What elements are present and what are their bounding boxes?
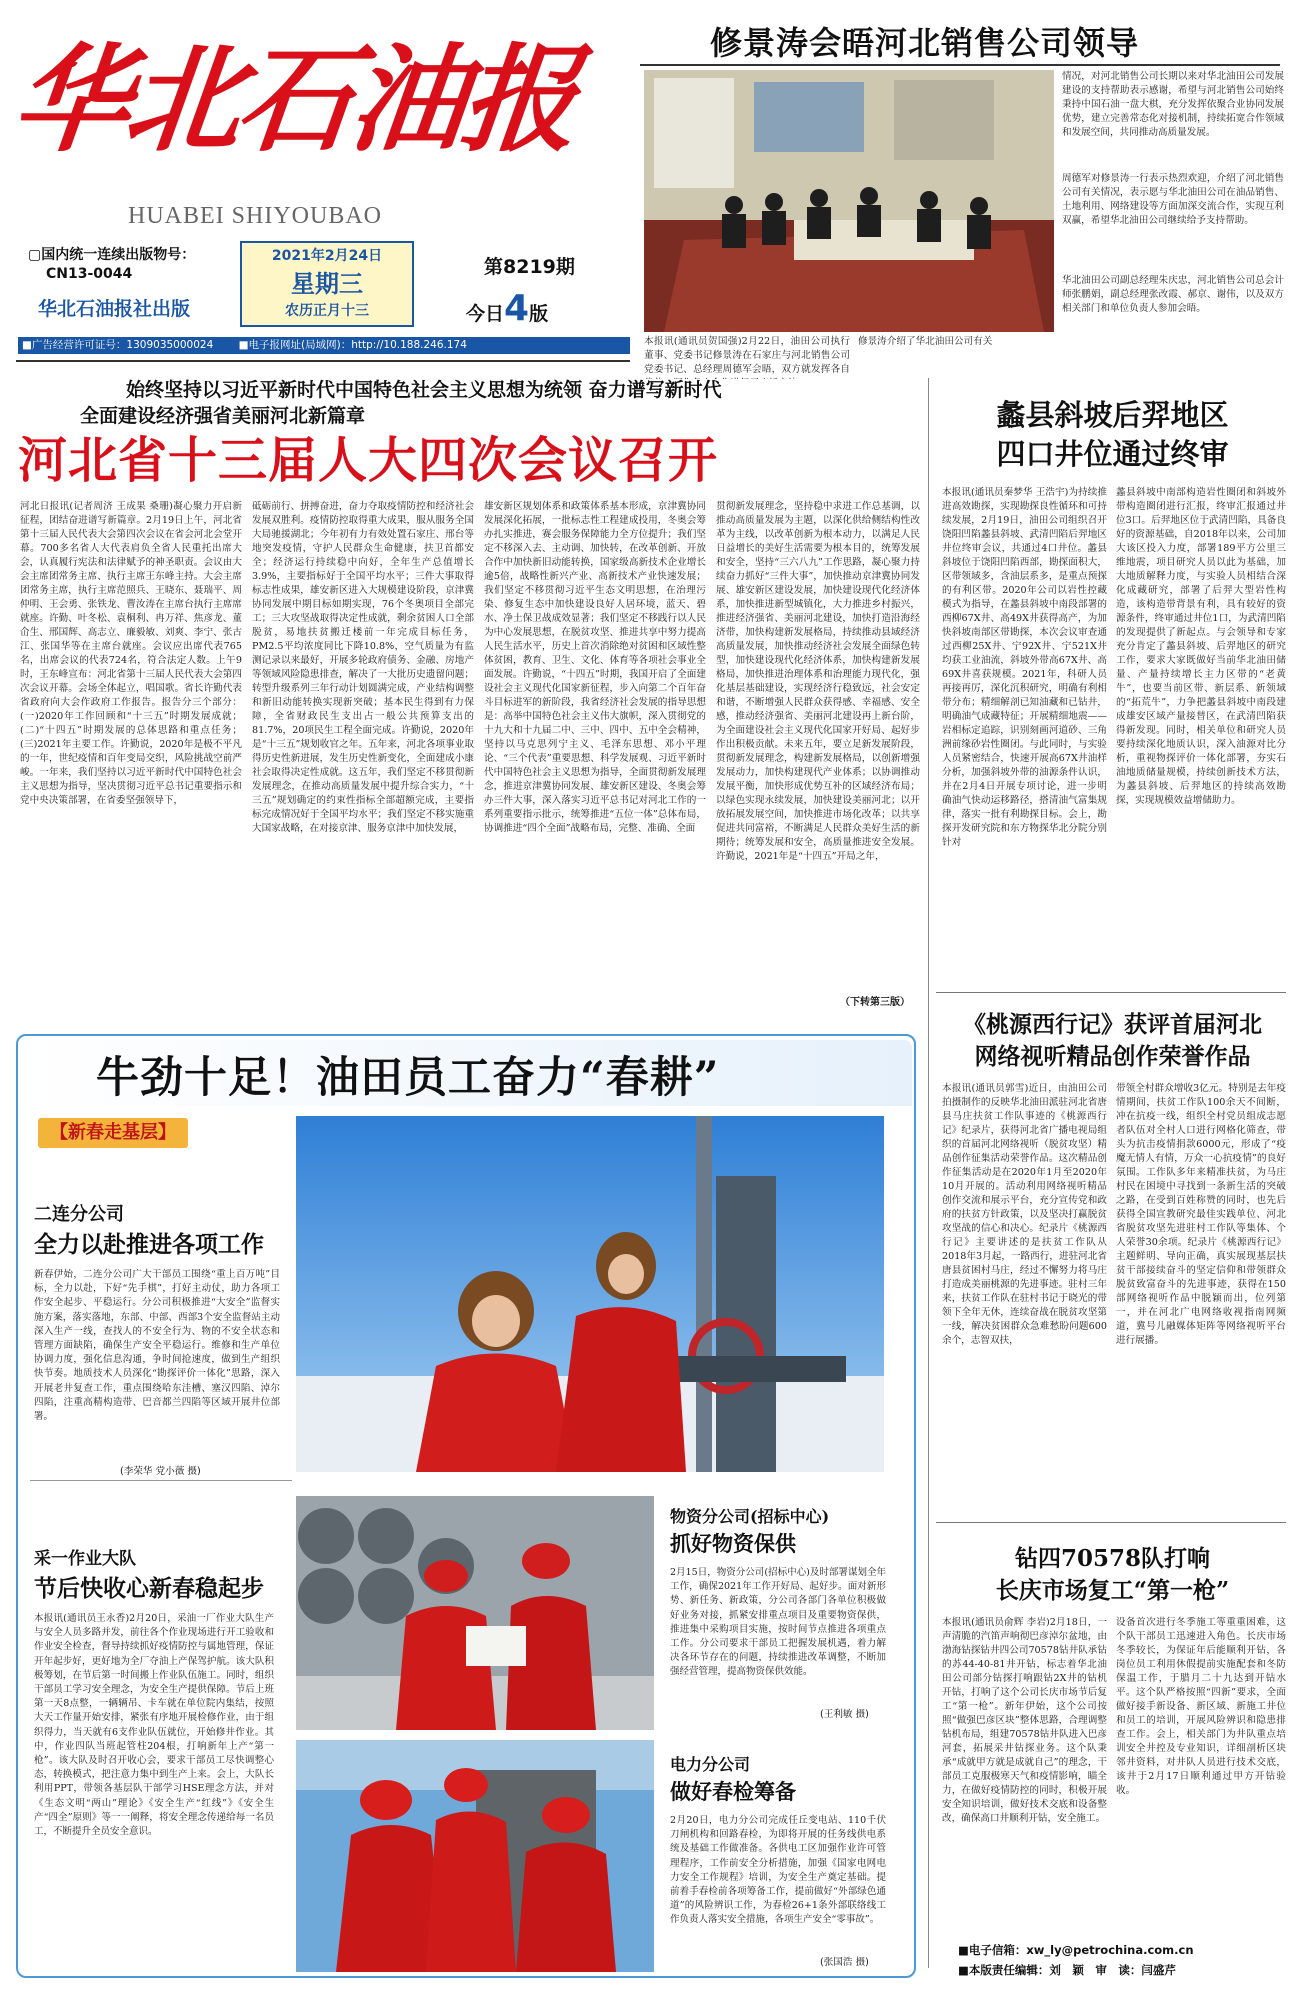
right2-col1: 本报讯(通讯员郭雪)近日，由油田公司拍摄制作的反映华北油田派驻河北省唐县马庄扶贫工作队事迹的《桃源西行记》纪录片，获得河北省广播电视局组织的首届河北网络视听（脱贫攻坚）精品创作征集活动荣誉作品。这次精品创作征集活动是在2020年1月至2020年10月开展的。活动利用网络视听精品创作交流和展示平台，充分宣传党和政府的扶贫方针政策，以及坚决打赢脱贫攻坚战的信心和决心。纪录片《桃源西行记》主要讲述的是扶贫工作队从2018年3月起，一路西行，进驻河北省唐县贫困村马庄，经过不懈努力将马庄打造成美丽桃源的先进事迹。驻村三年来，扶贫工作队在驻村书记于晓光的带领下全年无休，连续奋战在脱贫攻坚第一线，解决贫困群众急难愁盼问题600余个，志智双扶， <box>942 1083 1107 1346</box>
story-d-byline: (张国浩 摄) <box>820 1957 869 1968</box>
story-c-label: 物资分公司(招标中心) <box>670 1507 830 1526</box>
story-b-label: 采一作业大队 <box>34 1549 136 1569</box>
lead-kicker-2: 全面建设经济强省美丽河北新篇章 <box>80 405 366 427</box>
story-c-byline: (王利敏 摄) <box>820 1709 869 1720</box>
pages-num: 4 <box>504 288 530 329</box>
feature-photo-2 <box>296 1496 654 1730</box>
date-box <box>240 241 414 327</box>
lead-headline: 河北省十三届人大四次会议召开 <box>18 431 719 489</box>
feature-rule-1 <box>30 1480 292 1481</box>
meeting-photo <box>644 70 1054 332</box>
story-a-label: 二连分公司 <box>34 1204 124 1225</box>
story-d-headline: 做好春检筹备 <box>670 1779 796 1804</box>
lunar: 农历正月十三 <box>285 303 369 319</box>
footer-editors: ■本版责任编辑：刘 颖 审 读：闫盛芹 <box>958 1963 1176 1977</box>
right3-col1: 本报讯(通讯员俞辉 李岩)2月18日，一声清脆的汽笛声响彻巴彦淖尔盆地，由渤海钻探钻井四公司70578钻井队承钻的苏44-40-81井开钻，标志着华北油田公司部分钻探打响跟钻2X井的钻机开钻，打响了这个公司长庆市场节后复工“第一枪”。新年伊始，这个公司按照“做强巴彦区块”整体思路，合理调整钻机布局，组建70578钻井队进入巴彦河套，拓展采井钻探业务。这个队秉承“成就甲方就是成就自己”的理念，干部员工克服极寒天气和疫情影响，瞄全力，在做好疫情防控的同时，积极开展安全知识培训，做好技术交底和设备整改，确保高口井顺利开钻，安全施工。 <box>942 1617 1107 1824</box>
story-b-headline: 节后快收心新春稳起步 <box>34 1575 264 1602</box>
lead-kicker-1: 始终坚持以习近平新时代中国特色社会主义思想为统领 奋力谱写新时代 <box>126 379 722 401</box>
feature-photo-3 <box>296 1740 654 1972</box>
top-caption: 本报讯(通讯员贺国强)2月22日，油田公司执行董事、党委书记修景涛在石家庄与河北销售公司党委书记、总经理周德军会晤，双方就发挥各自 <box>644 336 850 375</box>
footer-email: ■电子信箱：xw_ly@petrochina.com.cn <box>958 1943 1194 1957</box>
info-strip <box>18 337 630 354</box>
cn-label: ▢国内统一连续出版物号： <box>28 247 196 263</box>
lead-col3: 雄安新区规划体系和政策体系基本形成，京津冀协同发展深化拓展，一批标志性工程建成投用，冬奥会筹办扎实推进，赛会服务保障能力全方位提升；我们坚定不移深入去、主动调、加快转，在改革创新、开放合作中加快新旧动能转换，国家级高新技术企业增长逾5倍，战略性新兴产业、高新技术产业快速发展；我们坚定不移贯彻习近平生态文明思想，在治理污染、修复生态中加快建设良好人居环境，蓝天、碧水、净土保卫战成效显著；我们坚定不移践行以人民为中心发展思想，在脱贫攻坚、推进共享中努力提高人民生活水平，历史上首次消除绝对贫困和区域性整体贫困，教育、卫生、文化、体育等各项社会事业全面发展。许勤说，“十四五”时期，我国开启了全面建设社会主义现代化国家新征程，步入向第二个百年奋斗目标进军的新阶段，我省经济社会发展的指导思想是：高举中国特色社会主义伟大旗帜，深入贯彻党的十九大和十九届二中、三中、四中、五中全会精神，坚持以马克思列宁主义、毛泽东思想、邓小平理论、“三个代表”重要思想、科学发展观、习近平新时代中国特色社会主义思想为指导，全面贯彻新发展理念，推进京津冀协同发展、雄安新区建设、冬奥会筹办三件大事，深入落实习近平总书记对河北工作的一系列重要指示批示，统筹推进“五位一体”总体布局，协调推进“四个全面”战略布局，完整、准确、全面 <box>484 501 706 834</box>
right1-col2: 蠡县斜坡中南部构造岩性圈闭和斜坡外带构造圈闭进行汇报，终审汇报通过井位3口。后羿地区位于武清凹陷，具备良好的资源基础，自2018年以来，公司加大该区投入力度，部署189平方公里三维地震，项目研究人员以此为基础，加大地质解释力度，与实验人员相结合深化成藏研究，部署了后羿大型岩性构造，该构造带背景有利，具有较好的资源条件，终审通过井位1口，为武清凹陷的发现提供了新起点。与会领导和专家充分肯定了蠡县斜坡、后羿地区的研究工作，要求大家既做好当前华北油田储量、产量持续增长主力区带的“老黄牛”，也要当前区带、新层系、新领域的“拓荒牛”，力争把蠡县斜坡中南段建成雄安区域产量接替区，在武清凹陷获得新发现。同时，相关单位和研究人员要持续深化地质认识，深入油源对比分析，重视物探评价一体化部署，夯实石油地质储量规模，持续创新技术方法，为蠡县斜坡、后羿地区的持续高效勘探，实现规模效益增储助力。 <box>1116 487 1286 806</box>
right1-headline-1: 蠡县斜坡后羿地区 <box>996 398 1229 432</box>
cn-number: CN13-0044 <box>46 266 133 282</box>
pages-today <box>466 288 548 329</box>
right2-headline-1: 《桃源西行记》获评首届河北 <box>963 1011 1262 1038</box>
feature-photo-main <box>296 1116 884 1472</box>
top-col3: 华北油田公司副总经理朱庆忠，河北销售公司总会计师张鹏娟，副总经理张改霞、郝京、谢伟，以及双方相关部门和单位负责人参加会晤。 <box>1062 275 1284 314</box>
top-col2: 周德军对修景涛一行表示热烈欢迎，介绍了河北销售公司有关情况，表示愿与华北油田公司在油品销售、土地利用、网络建设等方面加深交流合作，实现互利双赢，希望华北油田公司继续给予支持帮助。 <box>1062 173 1284 226</box>
lead-col2: 砥砺前行、拼搏奋进，奋力夺取疫情防控和经济社会发展双胜利。疫情防控取得重大成果，服从服务全国大局驰援湖北；今年初有力有效处置石家庄、邢台等地突发疫情，守护人民群众生命健康，扶卫首都安全；经济运行持续稳中向好，全年生产总值增长3.9%，主要指标好于全国平均水平；三件大事取得标志性成果，雄安新区进入大规模建设阶段，京津冀协同发展中期目标如期实现，76个冬奥项目全部完工；三大攻坚战取得决定性成就，剩余贫困人口全部脱贫，易地扶贫搬迁楼前一年完成目标任务，PM2.5平均浓度同比下降10.8%，空气质量为有监测记录以来最好，开展多轮政府债务、金融、房地产等领域风险隐患排查，解决了一大批历史遗留问题；转型升级系列三年行动计划圆满完成，产业结构调整和新旧动能转换实现新突破；基本民生得到有力保障，全省财政民生支出占一般公共预算支出的81.7%，20项民生工程全面完成。许勤说，2020年是“十三五”规划收官之年。五年来，河北各项事业取得历史性新进展，发生历史性新变化，全面建成小康社会取得决定性成就。这五年，我们坚定不移贯彻新发展理念，在推动高质量发展中提升综合实力，“十三五”规划确定的约束性指标全部超额完成，主要指标完成情况好于全国平均水平；我们坚定不移实施重大国家战略，在对接京津、服务京津中加快发展， <box>252 501 474 834</box>
right-divider-1 <box>936 992 1286 993</box>
right3-headline-1: 钻四70578队打响 <box>1014 1545 1211 1572</box>
story-a-byline: (李荣华 党小薇 摄) <box>120 1466 201 1477</box>
lead-jump: （下转第三版） <box>840 997 910 1008</box>
story-b-text: 本报讯(通讯员王永香)2月20日，采油一厂作业大队生产与安全人员多路并发，前往各个作业现场进行开工验收和作业安全检查，督导持续抓好疫情防控与属地管理，保证开年起步好，更好地为全厂夺油上产保驾护航。该大队积极筹划，在节后第一时间搬上作业队伍施工。同时，组织干部员工学习安全理念，为安全生产提供保障。节后上班第一天8点整，一辆辆吊、卡车就在单位院内集结，按照大天工作量开始安排，紧张有序地开展检修作业，由于组织得力，当天就有6支作业队伍就位，开始修井作业。其中，作业四队当班起管柱204根，打响新年上产“第一枪”。该大队及时召开收心会，要求干部员工尽快调整心态，转换模式，把注意力集中到生产上来。会上，大队长利用PPT，带领各基层队干部学习HSE理念方法，并对《生态文明“两山”理论》《安全生产“红线”》《安全生产“四全”原则》等一一阐释，将安全理念传递给每一名员工，不断提升全员安全意识。 <box>34 1613 274 1838</box>
story-c-headline: 抓好物资保供 <box>670 1531 796 1556</box>
pages-prefix: 今日 <box>466 303 505 325</box>
story-a-headline: 全力以赴推进各项工作 <box>34 1231 264 1258</box>
right3-col2: 设备首次进行冬季施工等重重困难，这个队干部员工迅速进入角色。长庆市场冬季较长，为保证年后能顺利开钻，各岗位员工利用休假提前实施配套和冬防保温工作，于腊月二十九达到开钻水平。这个队严格按照“四新”要求，全面做好接手新设备、新区域、新施工井位和员工的培训，开展风险辨识和隐患排查工作。会上，相关部门为井队重点培训安全井控及专业知识，详细剖析区块邻井资料，对井队人员进行技术交底，该井于2月17日顺利通过甲方开钻验收。 <box>1116 1617 1286 1796</box>
weekday: 星期三 <box>291 270 363 298</box>
right2-col2: 带领全村群众增收3亿元。特别是去年疫情期间，扶贫工作队100余天不间断，冲在抗疫一线，组织全村党员组成志愿者队伍对全村人口进行网格化筛查，带头为抗击疫情捐款6000元，形成了“疫魔无情人有情，万众一心抗疫情”的良好氛围。工作队多年来精准扶贫，为马庄村民在困境中寻找到一条新生活的突破之路，在受到百姓称赞的同时，也先后获得全国宣教研究最佳实践单位、河北省脱贫攻坚先进驻村工作队等集体、个人荣誉30余项。纪录片《桃源西行记》主题鲜明、导向正确，真实展现基层扶贫干部接续奋斗的坚定信仰和带领群众脱贫致富奋斗的先进事迹，获得在150部网络视听作品中脱颖而出，位列第一，并在河北广电网络收视指南网频道，冀号儿融媒体矩阵等网络视听平台进行展播。 <box>1116 1083 1286 1346</box>
e-paper-url: ■电子报网址(局域网)：http://10.188.246.174 <box>238 339 467 351</box>
ad-license: ■广告经营许可证号：1309035000024 <box>22 339 214 351</box>
top-col4: 修景涛介绍了华北油田公司有关 <box>858 336 993 347</box>
feature-headline: 牛劲十足！油田员工奋力“春耕” <box>96 1053 720 1103</box>
masthead-bottom-rule <box>16 360 630 362</box>
story-d-text: 2月20日，电力分公司完成任丘变电站、110千伏刀闸机构和回路春检，为即将开展的任务线供电系统及基础工作做准备。各供电工区加强作业许可管理程序，工作前安全分析措施，加强《国家电网电力安全工作规程》培训，为安全生产奠定基础。提前着手春检前各项筹备工作，提前做好“外部绿色通道”的风险辨识工作，为春检26+1条外部联络线工作负责人落实安全措施，各项生产安全“零事故”。 <box>670 1815 886 1926</box>
right1-headline-2: 四口井位通过终审 <box>996 437 1229 471</box>
masthead-title: 华北石油报 <box>6 32 582 168</box>
masthead-pinyin: HUABEI SHIYOUBAO <box>128 203 382 229</box>
top-rule <box>640 64 1280 66</box>
issue-number: 第8219期 <box>484 256 575 278</box>
lead-col1: 河北日报讯(记者周济 王成果 桑珊)凝心聚力开启新征程，团结奋进谱写新篇章。2月19日上午，河北省第十三届人民代表大会第四次会议在省会河北会堂开幕。700多名省人大代表肩负全省人民重托出席大会，认真履行宪法和法律赋予的神圣职责。会议由大会主席团常务主席、执行主席王东峰主持。大会主席团常务主席，执行主席范照兵、王晓东、聂瑞平、周仲明、王会勇、张铁龙、曹汝涛在主席台执行主席席就座。许勤、叶冬松、袁桐利、冉万祥、焦彦龙、董仚生、邢国辉、高志立、廉毅敏、刘爽、李宁、张古江、张国华等在主席台就座。会议应出席代表765名，出席会议的代表724名，符合法定人数。上午9时，王东峰宣布：河北省第十三届人民代表大会第四次会议开幕。会场全体起立，唱国歌。省长许勤代表省政府向大会作政府工作报告。报告分三个部分：(一)2020年工作回顾和“十三五”时期发展成就；(二)“十四五”时期发展的总体思路和重点任务；(三)2021年主要工作。许勤说，2020年是极不平凡的一年，世纪疫情和百年变局交织，风险挑战空前严峻。一年来，我们坚持以习近平新时代中国特色社会主义思想为指导，坚决贯彻习近平总书记重要指示和党中央决策部署，在省委坚强领导下， <box>20 501 242 806</box>
feature-banner: 【新春走基层】 <box>38 1118 188 1148</box>
right2-headline-2: 网络视听精品创作荣誉作品 <box>974 1043 1251 1070</box>
story-a-text: 新春伊始，二连分公司广大干部员工围绕“重上百万吨”目标，全力以赴，下好“先手棋”，打好主动仗，助力各项工作安全起步、平稳运行。分公司积极推进“大安全”监督实施方案，落实落地，东部、中部、西部3个安全监督站主动深入生产一线，查找人的不安全行为、物的不安全状态和管理方面缺陷，确保生产安全平稳运行。维修和生产单位协调力度，强化信息沟通，争时间抢速度，做到生产组织快节奏。地质技术人员深化“勘探评价一体化”思路，深入开展老井复查工作，重点围绕哈东洼槽、塞汉四陷、淖尔四陷，注重高精构造带、巴音都兰四陷等区域开展井位部署。 <box>34 1269 280 1423</box>
top-story-headline: 修景涛会晤河北销售公司领导 <box>710 24 1140 62</box>
story-d-label: 电力分公司 <box>670 1755 751 1774</box>
right3-headline-2: 长庆市场复工“第一枪” <box>995 1577 1230 1604</box>
publisher: 华北石油报社出版 <box>38 298 191 320</box>
col-divider-right <box>928 378 929 1968</box>
top-col1: 情况，对河北销售公司长期以来对华北油田公司发展建设的支持帮助表示感谢，希望与河北销售公司始终秉持中国石油一盘大棋，充分发挥依聚合业协同发展优势，建立完善常态化对接机制，持续拓宽合作领域和发展空间，共同推动高质量发展。 <box>1062 71 1284 138</box>
date: 2021年2月24日 <box>271 248 383 264</box>
right-divider-2 <box>936 1522 1286 1523</box>
story-c-text: 2月15日，物资分公司(招标中心)及时部署谋划全年工作，确保2021年工作开好局、起好步。面对新形势、新任务、新政策，分公司各部门各单位积极做好业务对接，抓紧安排重点项目及重要物资保供，推进集中采购项目实施，按时间节点推进各项重点工作。分公司要求干部员工把握发展机遇，着力解决各环节存在的问题，持续推进改革调整，不断加强经营管理，提高物资保供效能。 <box>670 1567 886 1678</box>
lead-col4: 贯彻新发展理念，坚持稳中求进工作总基调，以推动高质量发展为主题，以深化供给侧结构性改革为主线，以改革创新为根本动力，以满足人民日益增长的美好生活需要为根本目的，统筹发展和安全，坚持“三六八九”工作思路，凝心聚力持续奋力抓好“三件大事”，加快推动京津冀协同发展、雄安新区建设发展，加快建设现代化经济体系，加快推进新型城镇化，大力推进乡村振兴，推进经济强省、美丽河北建设，加快打造沿海经济带，加快构建新发展格局，持续推动县域经济高质量发展，加快推动经济社会发展全面绿色转型，加快建设现代化经济体系，加快构建新发展格局，加快推进治理体系和治理能力现代化，强化基层基础建设，实现经济行稳致远，社会安定和谐，不断增强人民群众获得感、幸福感、安全感，推动经济强省、美丽河北建设再上新台阶，为全面建设社会主义现代化国家开好局、起好步作出积极贡献。未来五年，要立足新发展阶段，贯彻新发展理念，构建新发展格局，以创新增强发展动力，加快构建现代产业体系；以协调推动发展平衡，加快形成优势互补的区域经济布局；以绿色实现永续发展，加快建设美丽河北；以开放拓展发展空间，加快推进市场化改革；以共享促进共同富裕，不断满足人民群众美好生活的新期待；统筹发展和安全，高质量推进安全发展。许勤说，2021年是“十四五”开局之年， <box>716 501 920 862</box>
pages-suffix: 版 <box>529 303 549 325</box>
right1-col1: 本报讯(通讯员秦梦华 王浩宇)为持续推进高效勘探，实现勘探良性循环和可持续发展，2月19日，油田公司组织召开饶阳凹陷蠡县斜坡、武清凹陷后羿地区井位终审会议，共通过4口井位。蠡县斜坡位于饶阳凹陷西部，勘探面积大，区带领域多，含油层系多，是重点预探的有利区带。2020年公司以岩性控藏模式为指导，在蠡县斜坡中南段部署的西柳67X井、高49X井获得高产，为加快斜坡南部区带勘探，本次会议审查通过西柳25X井、宁92X井、宁521X井均获工业油流，斜坡外带高67X井、高69X井喜获规模。2021年，科研人员再接再厉，深化沉积研究，明确有利相带分布；精细解剖已知油藏和已钻井，明确油气成藏特征；开展精细地震——岩相标定追踪，识别刻画河道砂、三角洲前缘砂岩性圈闭。与此同时，与实验人员紧密结合，快速开展高67X井油样分析，加强斜坡外带的油源条件认识，并在2月4日开展专项讨论，进一步明确油气快动运移路径，搭清油气富集规律，落实一批有利勘探目标。会上，勘探开发研究院和东方物探华北分院分别针对 <box>942 487 1107 848</box>
